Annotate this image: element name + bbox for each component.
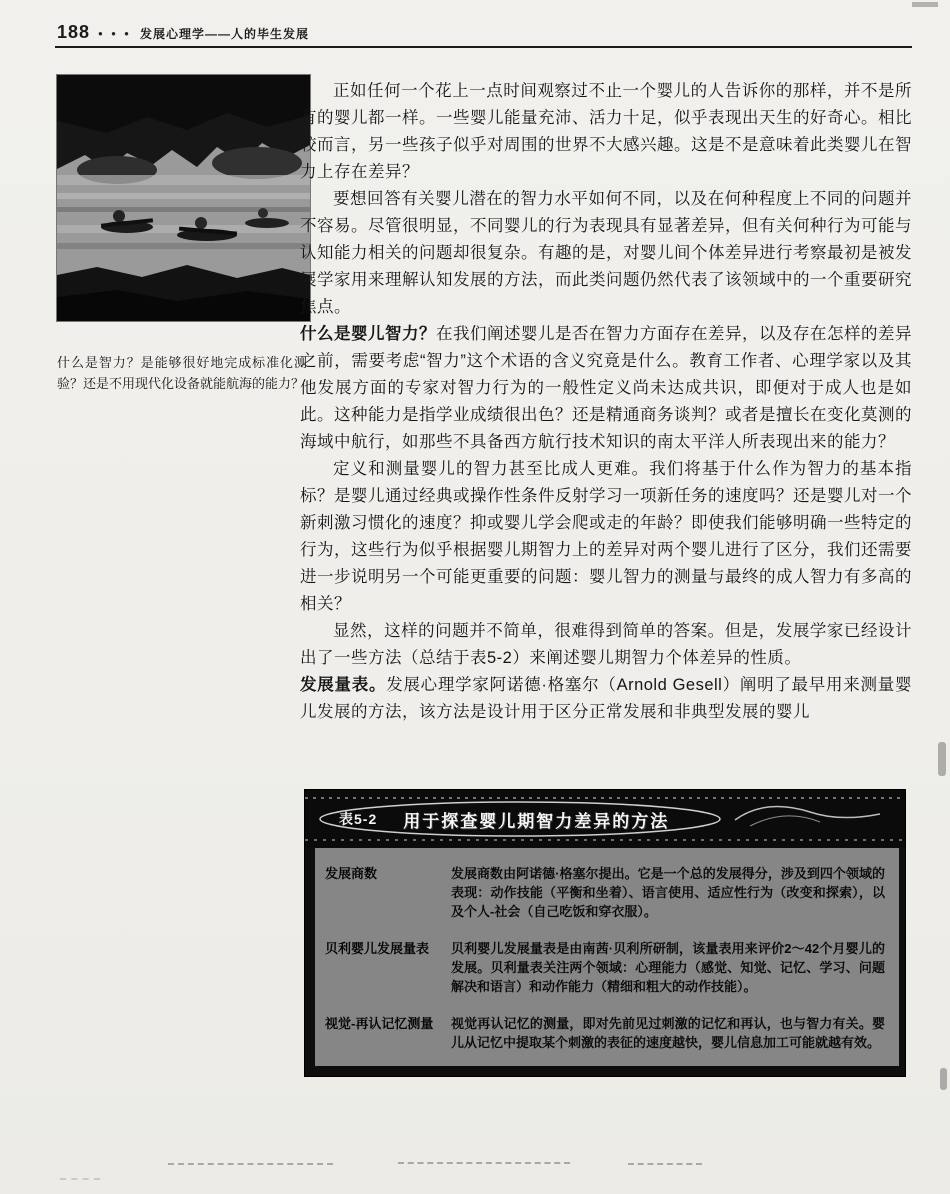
table-description: 发展商数由阿诺德·格塞尔提出。它是一个总的发展得分，涉及到四个领域的表现：动作技能（平衡和坐着）、语言使用、适应性行为（改变和探索），以及个人-社会（自己吃饭和穿衣服）。 bbox=[451, 866, 885, 919]
header-rule bbox=[55, 46, 912, 48]
table-row bbox=[325, 864, 885, 921]
scan-artifact bbox=[940, 1068, 947, 1090]
scan-artifact bbox=[912, 2, 938, 7]
inline-heading-developmental-scales: 发展量表。 bbox=[300, 676, 387, 694]
page-number: 188 bbox=[57, 22, 91, 42]
photo-caption: 什么是智力？是能够很好地完成标准化测验？还是不用现代化设备就能航海的能力？ bbox=[57, 355, 307, 391]
paragraph-1-text: 正如任何一个花上一点时间观察过不止一个婴儿的人告诉你的那样，并不是所有的婴儿都一样。一些婴儿能量充沛、活力十足，似乎表现出天生的好奇心。相比较而言，另一些孩子似乎对周围的世界不大感兴趣。这是不是意味着此类婴儿在智力上存在差异？ bbox=[300, 82, 912, 181]
paragraph-4-text: 定义和测量婴儿的智力甚至比成人更难。我们将基于什么作为智力的基本指标？是婴儿通过经典或操作性条件反射学习一项新任务的速度吗？还是婴儿对一个新刺激习惯化的速度？抑或婴儿学会爬或走的年龄？即使我们能够明确一些特定的行为，这些行为似乎根据婴儿期智力上的差异对两个婴儿进行了区分，我们还需要进一步说明另一个可能更重要的问题：婴儿智力的测量与最终的成人智力有多高的相关？ bbox=[300, 460, 912, 613]
kayaking-photo-art bbox=[57, 75, 310, 321]
table-title: 用于探查婴儿期智力差异的方法 bbox=[403, 811, 670, 831]
paragraph-4 bbox=[300, 456, 912, 618]
table-term: 发展商数 bbox=[325, 866, 378, 881]
paragraph-6 bbox=[300, 672, 912, 726]
table-label: 表5-2 bbox=[339, 811, 378, 827]
scan-artifact bbox=[168, 1163, 333, 1165]
table-5-2 bbox=[305, 790, 905, 1076]
inline-heading-what-is-infant-intelligence: 什么是婴儿智力？ bbox=[300, 325, 436, 343]
running-head bbox=[57, 22, 910, 43]
table-term: 贝利婴儿发展量表 bbox=[325, 941, 430, 956]
paragraph-2-text: 要想回答有关婴儿潜在的智力水平如何不同，以及在何种程度上不同的问题并不容易。尽管很明显，不同婴儿的行为表现具有显著差异，但有关何种行为可能与认知能力相关的问题却很复杂。有趣的是，对婴儿间个体差异进行考察最初是被发展学家用来理解认知发展的方法，而此类问题仍然代表了该领域中的一个重要研究焦点。 bbox=[300, 190, 912, 316]
kayaking-photo bbox=[57, 75, 310, 321]
paragraph-5 bbox=[300, 618, 912, 672]
scan-artifact bbox=[628, 1163, 702, 1165]
paragraph-3 bbox=[300, 321, 912, 456]
paragraph-3-text: 在我们阐述婴儿是否在智力方面存在差异，以及存在怎样的差异之前，需要考虑“智力”这个术语的含义究竟是什么。教育工作者、心理学家以及其他发展方面的专家对智力行为的一般性定义尚未达成共识，即便对于成人也是如此。这种能力是指学业成绩很出色？还是精通商务谈判？或者是擅长在变化莫测的海域中航行，如那些不具备西方航行技术知识的南太平洋人所表现出来的能力？ bbox=[300, 325, 912, 451]
scan-artifact bbox=[60, 1178, 100, 1180]
book-title: 发展心理学——人的毕生发展 bbox=[140, 27, 310, 41]
scan-artifact bbox=[938, 742, 946, 776]
table-row bbox=[325, 1014, 885, 1052]
table-description: 视觉再认记忆的测量，即对先前见过刺激的记忆和再认，也与智力有关。婴儿从记忆中提取某个刺激的表征的速度越快，婴儿信息加工可能就越有效。 bbox=[451, 1016, 885, 1050]
paragraph-2 bbox=[300, 186, 912, 321]
table-row bbox=[325, 939, 885, 996]
paragraph-5-text: 显然，这样的问题并不简单，很难得到简单的答案。但是，发展学家已经设计出了一些方法（总结于表5-2）来阐述婴儿期智力个体差异的性质。 bbox=[300, 622, 912, 667]
table-term: 视觉-再认记忆测量 bbox=[325, 1016, 434, 1031]
table-description: 贝利婴儿发展量表是由南茜·贝利所研制，该量表用来评价2～42个月婴儿的发展。贝利量表关注两个领域：心理能力（感觉、知觉、记忆、学习、问题解决和语言）和动作能力（精细和粗大的动作技能）。 bbox=[451, 941, 885, 994]
body-text bbox=[300, 78, 912, 726]
table-5-2-header bbox=[305, 790, 905, 848]
paragraph-1 bbox=[300, 78, 912, 186]
scan-artifact bbox=[398, 1162, 570, 1164]
bullet-dots-icon: ● ● ● bbox=[98, 29, 132, 38]
paragraph-6-text: 发展心理学家阿诺德·格塞尔（Arnold Gesell）阐明了最早用来测量婴儿发展的方法，该方法是设计用于区分正常发展和非典型发展的婴儿 bbox=[300, 676, 912, 721]
table-5-2-body bbox=[315, 848, 899, 1066]
